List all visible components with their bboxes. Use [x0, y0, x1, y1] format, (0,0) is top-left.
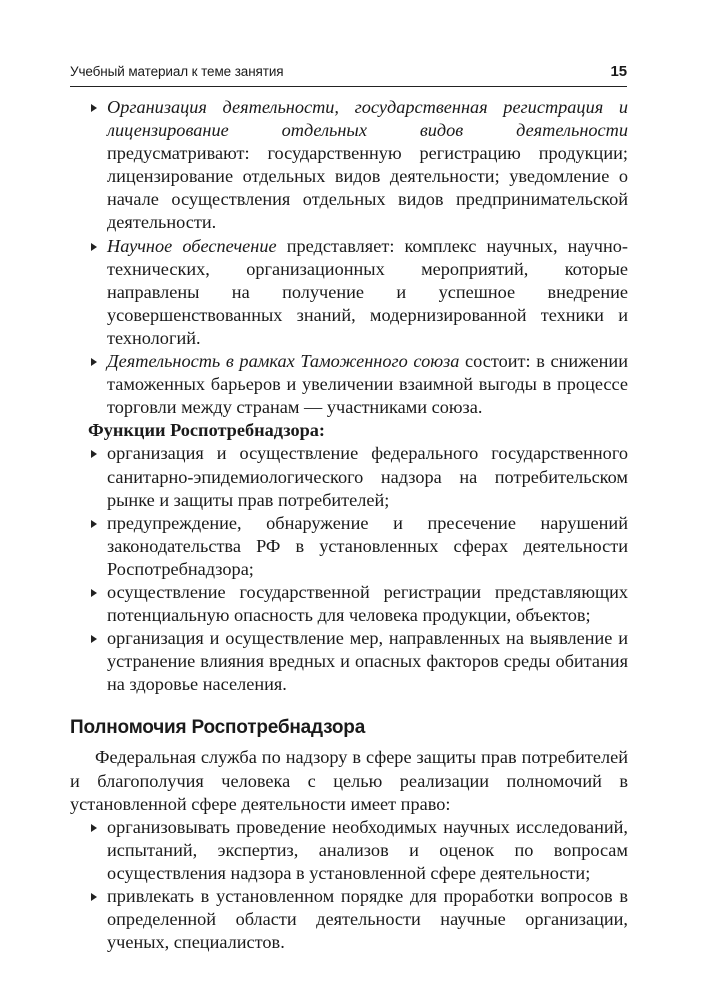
list-item — [88, 816, 628, 885]
triangle-bullet-icon — [91, 104, 97, 112]
list-item-text: осуществление государственной регистрации представляющих потенциальную опасность для человека продукции, объектов; — [107, 581, 628, 626]
triangle-bullet-icon — [91, 243, 97, 251]
list-item-term: Организация деятельности, государственная регистрация и лицензирование отдельных видов деятельности — [107, 97, 628, 141]
list-item — [88, 350, 628, 419]
triangle-bullet-icon — [91, 358, 97, 366]
triangle-bullet-icon — [91, 450, 97, 458]
list-item — [88, 885, 628, 954]
list-item-text: организация и осуществление федерального государственного санитарно-эпидемиологического надзора на потребительском рынке и защиты прав потребителей; — [107, 443, 628, 510]
activities-list — [88, 96, 628, 419]
list-item-term: Деятельность в рамках Таможенного союза — [107, 351, 460, 372]
triangle-bullet-icon — [91, 589, 97, 597]
list-item — [88, 96, 628, 235]
list-item-text: предусматривают: государственную регистрацию продукции; лицензирование отдельных видов деятельности; уведомление о начале осуществления отдельных видов предпринимательской деятельности. — [107, 143, 628, 233]
list-item-term: Научное обеспечение — [107, 235, 277, 256]
list-item-text: представляет: комплекс научных, научно-технических, организационных мероприятий, которые направлены на получение и успешное внедрение усовершенствованных знаний, модернизированной техники и технологий. — [107, 235, 628, 348]
page-number: 15 — [610, 63, 627, 80]
triangle-bullet-icon — [91, 520, 97, 528]
triangle-bullet-icon — [91, 893, 97, 901]
running-header — [70, 62, 627, 87]
list-item-text: состоит: в снижении таможенных барьеров и увеличении взаимной выгоды в процессе торговли между странам — участниками союза. — [107, 351, 628, 418]
functions-list — [88, 442, 628, 696]
list-item-text: организовывать проведение необходимых научных исследований, испытаний, экспертиз, анализов и оценок по вопросам осуществления надзора в установленной сфере деятельности; — [107, 816, 628, 883]
list-item — [88, 512, 628, 581]
powers-list — [88, 816, 628, 955]
list-item — [88, 581, 628, 627]
page-body — [70, 96, 628, 954]
list-item — [88, 627, 628, 696]
running-title: Учебный материал к теме занятия — [70, 64, 284, 79]
functions-heading: Функции Роспотребнадзора: — [88, 420, 326, 441]
list-item-text: организация и осуществление мер, направленных на выявление и устранение влияния вредных и опасных факторов среды обитания на здоровье населения. — [107, 628, 628, 695]
list-item — [88, 442, 628, 511]
triangle-bullet-icon — [91, 824, 97, 832]
list-item-text: привлекать в установленном порядке для проработки вопросов в определенной области деятельности научные организации, ученых, специалистов. — [107, 886, 628, 953]
triangle-bullet-icon — [91, 635, 97, 643]
section-title: Полномочия Роспотребнадзора — [70, 717, 366, 739]
list-item — [88, 235, 628, 350]
list-item-text: предупреждение, обнаружение и пресечение нарушений законодательства РФ в установленных сферах деятельности Роспотребнадзора; — [107, 512, 628, 579]
section-intro: Федеральная служба по надзору в сфере защиты прав потребителей и благополучия человека с целью реализации полномочий в установленной сфере деятельности имеет право: — [70, 747, 628, 814]
